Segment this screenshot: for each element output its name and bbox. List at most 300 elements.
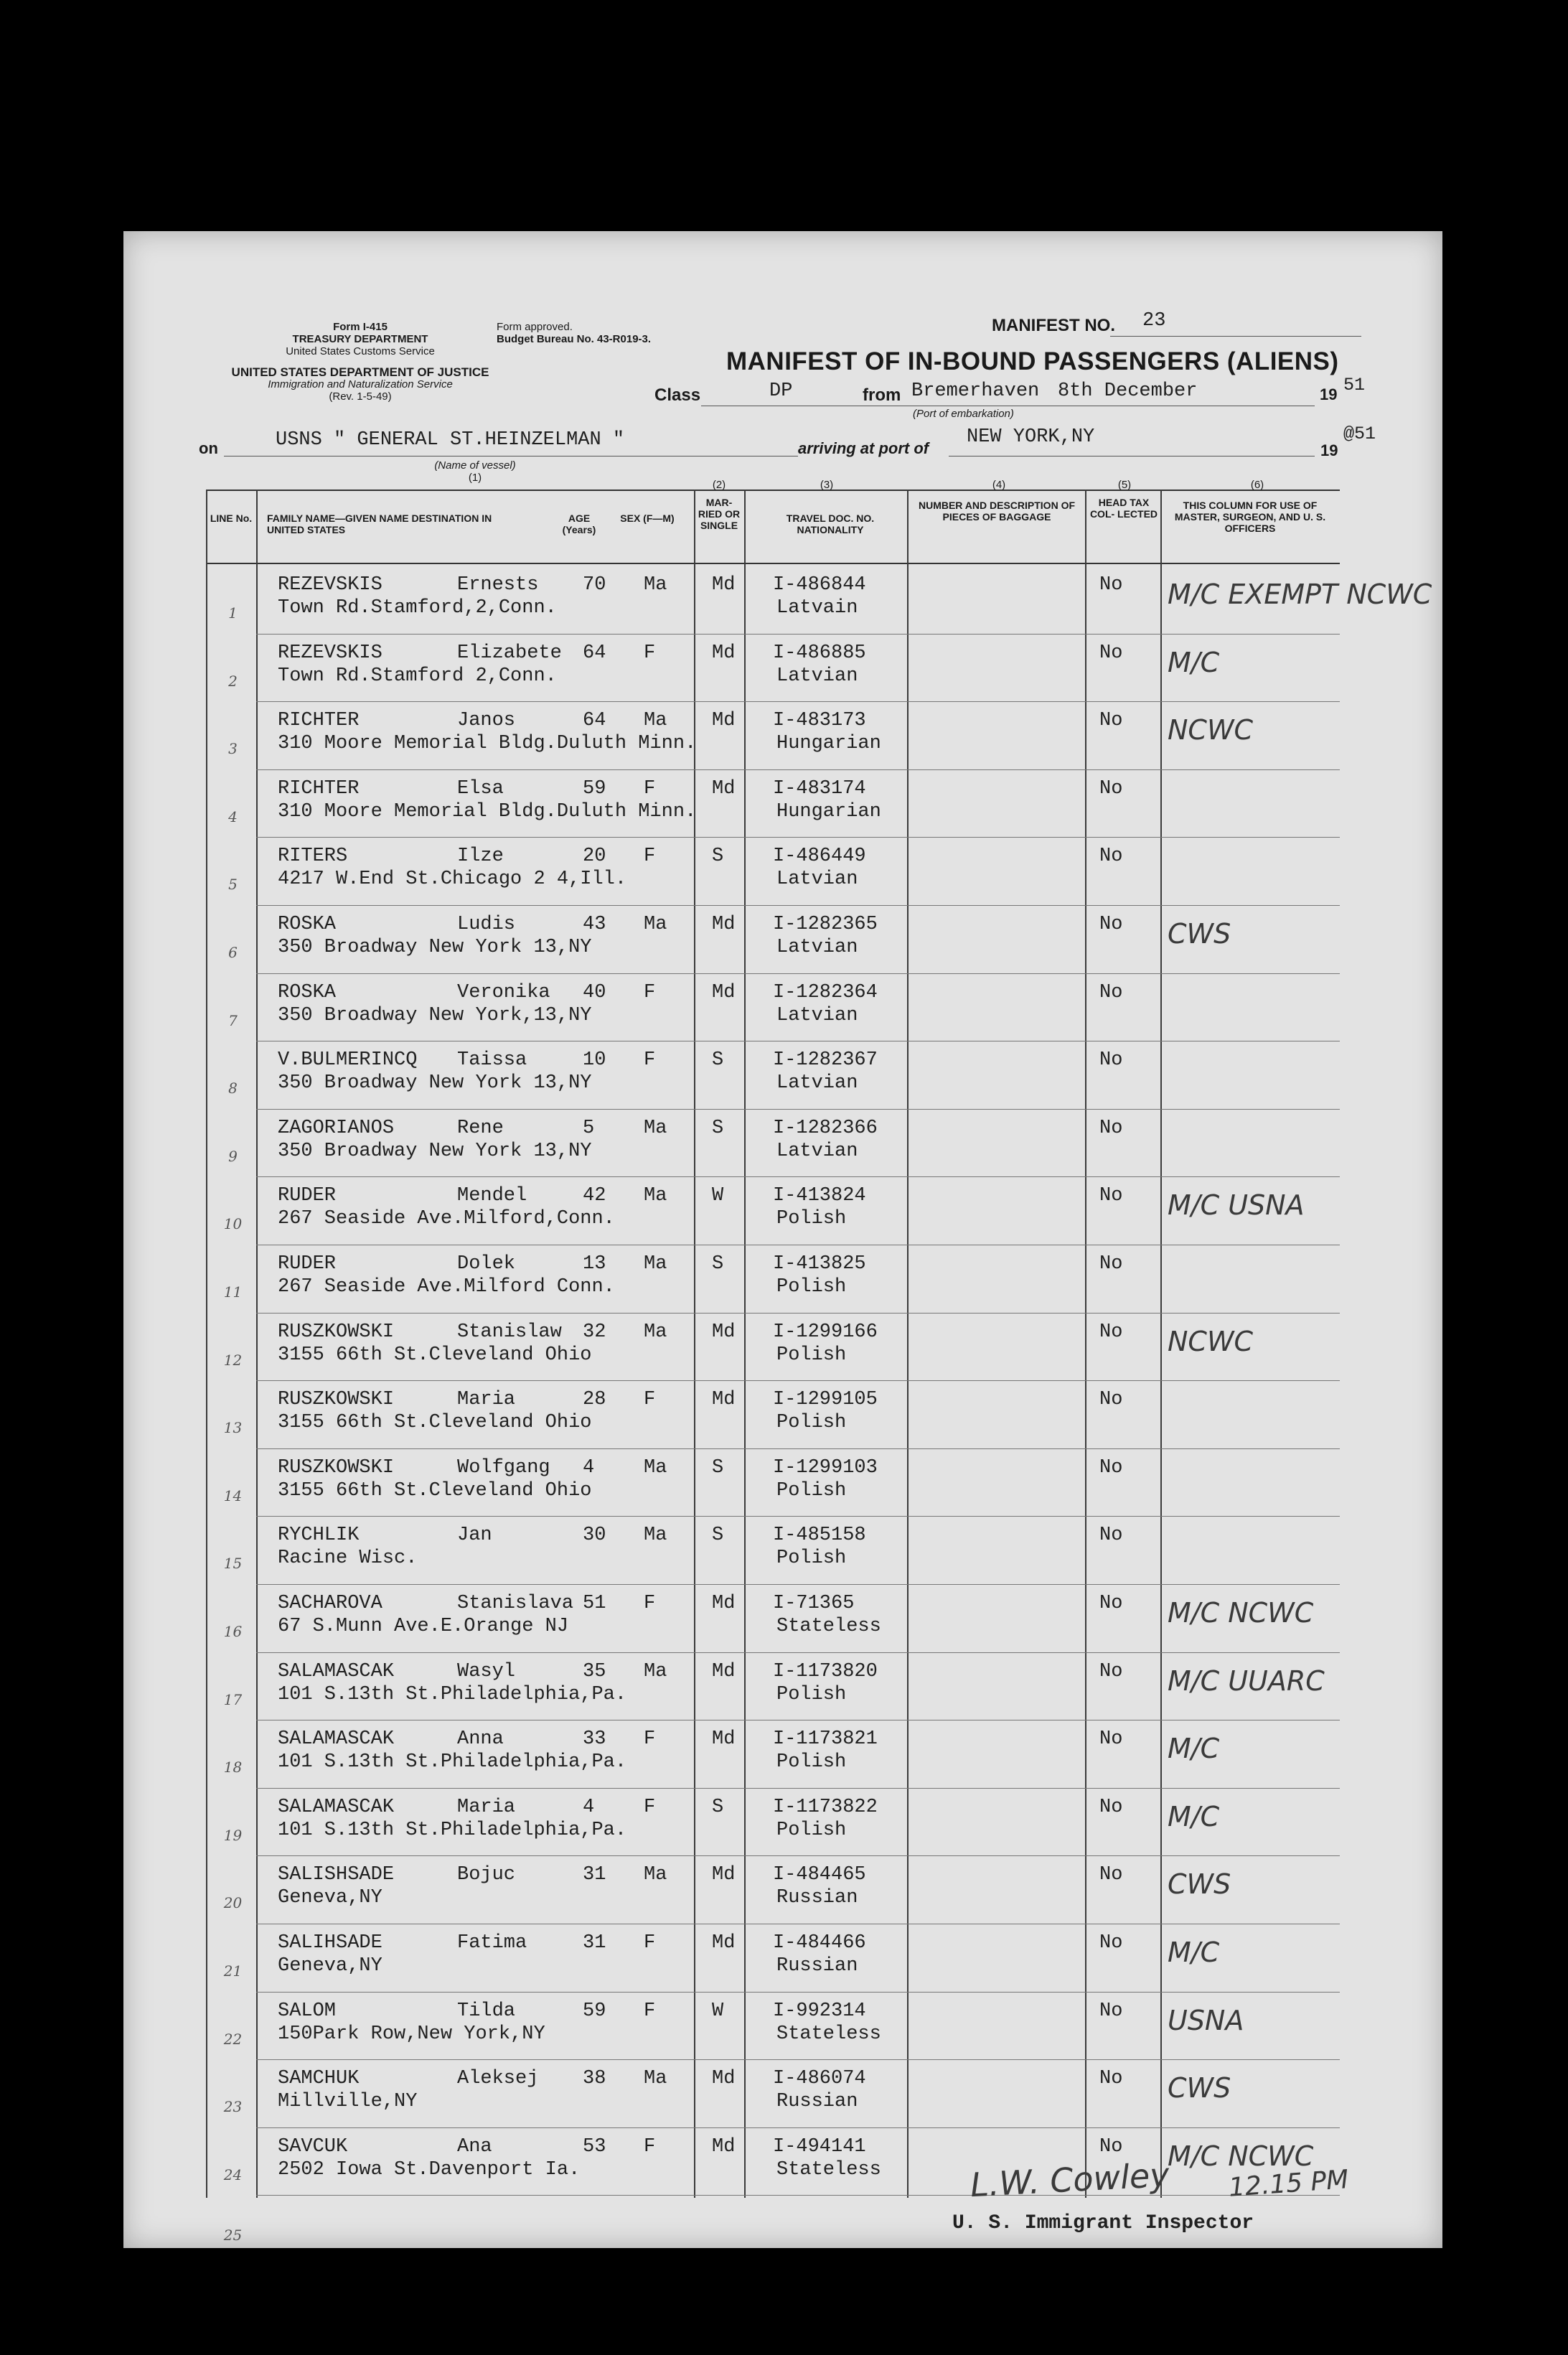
- line-number: 14: [223, 1486, 243, 1504]
- sex: Ma: [644, 1185, 667, 1207]
- head-tax: No: [1099, 574, 1123, 596]
- given-name: Mendel: [457, 1185, 527, 1207]
- given-name: Ilze: [457, 846, 504, 868]
- travel-doc-no: I-486449: [773, 846, 866, 868]
- nationality: Polish: [776, 1683, 847, 1705]
- marital-status: Md: [712, 981, 736, 1003]
- travel-doc-no: I-1282365: [773, 914, 878, 935]
- nationality: Polish: [776, 1208, 847, 1230]
- family-name: RITERS: [278, 846, 348, 868]
- head-tax: No: [1099, 2135, 1123, 2158]
- given-name: Fatima: [457, 1932, 527, 1954]
- nationality: Polish: [776, 1276, 847, 1298]
- on-label: on: [199, 439, 218, 457]
- head-tax: No: [1099, 2068, 1123, 2090]
- marital-status: S: [712, 1117, 724, 1139]
- given-name: Dolek: [457, 1253, 516, 1275]
- col2-number: (2): [712, 479, 726, 491]
- age: 20: [583, 846, 606, 868]
- head-tax: No: [1099, 1864, 1123, 1886]
- age: 30: [583, 1525, 606, 1547]
- table-row: [123, 840, 1250, 908]
- nationality: Latvian: [776, 665, 858, 687]
- table-row: [123, 1926, 1250, 1995]
- travel-doc-no: I-413824: [773, 1185, 866, 1207]
- row-divider: [256, 2059, 1340, 2060]
- destination: 3155 66th St.Cleveland Ohio: [278, 1412, 592, 1434]
- sex: F: [644, 1932, 656, 1954]
- sex: F: [644, 2135, 656, 2158]
- sex: F: [644, 1049, 656, 1072]
- family-name: SALOM: [278, 2000, 337, 2022]
- vessel-name: USNS " GENERAL ST.HEINZELMAN ": [276, 429, 625, 451]
- marital-status: Md: [712, 1321, 736, 1343]
- nationality: Russian: [776, 2091, 858, 2113]
- sex: F: [644, 981, 656, 1003]
- col-sex: SEX (F—M): [620, 512, 675, 524]
- nationality: Stateless: [776, 2158, 881, 2181]
- family-name: REZEVSKIS: [278, 642, 382, 664]
- marital-status: Md: [712, 710, 736, 732]
- travel-doc-no: I-494141: [773, 2135, 866, 2158]
- class-value: DP: [769, 380, 793, 402]
- row-divider: [256, 1109, 1340, 1110]
- form-revision: (Rev. 1-5-49): [329, 390, 392, 403]
- row-divider: [256, 769, 1340, 770]
- travel-doc-no: I-1299166: [773, 1321, 878, 1343]
- table-row: [123, 1044, 1250, 1112]
- sex: Ma: [644, 1456, 667, 1479]
- age: 38: [583, 2068, 606, 2090]
- col5-number: (5): [1117, 479, 1132, 491]
- col3-number: (3): [820, 479, 834, 491]
- line-number: 16: [223, 1623, 243, 1640]
- nationality: Latvain: [776, 597, 858, 619]
- arrival-port: NEW YORK,NY: [967, 426, 1095, 448]
- age: 13: [583, 1253, 606, 1275]
- row-divider: [256, 1313, 1340, 1314]
- family-name: SALIHSADE: [278, 1932, 382, 1954]
- marital-status: Md: [712, 1389, 736, 1411]
- destination: 267 Seaside Ave.Milford Conn.: [278, 1276, 615, 1298]
- travel-doc-no: I-485158: [773, 1525, 866, 1547]
- marital-status: S: [712, 846, 724, 868]
- officer-note: M/C: [1168, 1733, 1220, 1765]
- head-tax: No: [1099, 1728, 1123, 1751]
- destination: Millville,NY: [278, 2091, 418, 2113]
- line-number: 4: [228, 807, 238, 825]
- table-row: [123, 1791, 1250, 1859]
- sex: Ma: [644, 2068, 667, 2090]
- travel-doc-no: I-1173822: [773, 1796, 878, 1818]
- family-name: RUDER: [278, 1185, 337, 1207]
- nationality: Stateless: [776, 2023, 881, 2045]
- marital-status: Md: [712, 777, 736, 800]
- sex: Ma: [644, 1117, 667, 1139]
- destination: Geneva,NY: [278, 1887, 382, 1909]
- line-number: 3: [228, 740, 238, 758]
- family-name: RICHTER: [278, 710, 360, 732]
- budget-bureau: Budget Bureau No. 43-R019-3.: [497, 333, 652, 345]
- destination: 101 S.13th St.Philadelphia,Pa.: [278, 1751, 627, 1774]
- given-name: Wolfgang: [457, 1456, 550, 1479]
- age: 31: [583, 1932, 606, 1954]
- officer-note: CWS: [1168, 2072, 1231, 2104]
- head-tax: No: [1099, 1321, 1123, 1343]
- nationality: Russian: [776, 1955, 858, 1977]
- nationality: Latvian: [776, 1004, 858, 1026]
- head-tax: No: [1099, 1389, 1123, 1411]
- age: 43: [583, 914, 606, 935]
- col-baggage: NUMBER AND DESCRIPTION OF PIECES OF BAGGAGE: [918, 500, 1076, 523]
- age: 33: [583, 1728, 606, 1751]
- family-name: ROSKA: [278, 914, 337, 935]
- row-divider: [256, 1584, 1340, 1585]
- family-name: SALAMASCAK: [278, 1660, 395, 1682]
- row-divider: [256, 973, 1340, 974]
- travel-doc-no: I-1299105: [773, 1389, 878, 1411]
- treasury-department: TREASURY DEPARTMENT: [292, 333, 428, 345]
- line-number: 17: [223, 1690, 243, 1708]
- marital-status: Md: [712, 1864, 736, 1886]
- family-name: SAMCHUK: [278, 2068, 360, 2090]
- officer-note: M/C UUARC: [1168, 1665, 1325, 1697]
- destination: 350 Broadway New York 13,NY: [278, 1072, 592, 1095]
- col-officers: THIS COLUMN FOR USE OF MASTER, SURGEON, AND U. S. OFFICERS: [1174, 500, 1326, 534]
- destination: 350 Broadway New York 13,NY: [278, 937, 592, 958]
- head-tax: No: [1099, 1593, 1123, 1614]
- row-divider: [256, 837, 1340, 838]
- destination: 350 Broadway New York,13,NY: [278, 1004, 592, 1026]
- line-number: 8: [228, 1080, 238, 1097]
- age: 10: [583, 1049, 606, 1072]
- destination: Town Rd.Stamford 2,Conn.: [278, 665, 557, 687]
- sex: F: [644, 1593, 656, 1614]
- line-number: 6: [228, 944, 238, 961]
- officer-note: NCWC: [1168, 1325, 1254, 1357]
- destination: 350 Broadway New York 13,NY: [278, 1140, 592, 1162]
- given-name: Ana: [457, 2135, 492, 2158]
- nationality: Russian: [776, 1887, 858, 1909]
- destination: 3155 66th St.Cleveland Ohio: [278, 1344, 592, 1366]
- table-row: [123, 772, 1250, 841]
- age: 4: [583, 1456, 595, 1479]
- line-number: 20: [223, 1894, 243, 1912]
- given-name: Elsa: [457, 777, 504, 800]
- line-number: 21: [223, 1962, 243, 1980]
- family-name: RUSZKOWSKI: [278, 1321, 395, 1343]
- table-row: [123, 976, 1250, 1044]
- arriving-label: arriving at port of: [798, 439, 929, 457]
- age: 32: [583, 1321, 606, 1343]
- manifest-no-value: 23: [1142, 310, 1166, 332]
- head-tax: No: [1099, 1456, 1123, 1479]
- line-number: 24: [223, 2166, 243, 2183]
- nationality: Polish: [776, 1344, 847, 1366]
- travel-doc-no: I-486844: [773, 574, 866, 596]
- line-number: 18: [223, 1759, 243, 1776]
- row-divider: [256, 1380, 1340, 1381]
- travel-doc-no: I-486074: [773, 2068, 866, 2090]
- age: 31: [583, 1864, 606, 1886]
- manifest-sheet: [123, 231, 1442, 2248]
- line-number: 22: [223, 2030, 243, 2048]
- col-name: FAMILY NAME—GIVEN NAME DESTINATION IN UNITED STATES: [267, 512, 492, 535]
- head-tax: No: [1099, 1117, 1123, 1139]
- sex: Ma: [644, 1660, 667, 1682]
- line-number: 10: [223, 1215, 243, 1233]
- nationality: Polish: [776, 1819, 847, 1841]
- head-tax: No: [1099, 1253, 1123, 1275]
- destination: 2502 Iowa St.Davenport Ia.: [278, 2158, 581, 2181]
- marital-status: Md: [712, 2135, 736, 2158]
- table-row: [123, 1451, 1250, 1520]
- nationality: Polish: [776, 1548, 847, 1570]
- officer-note: M/C: [1168, 1937, 1220, 1968]
- destination: 267 Seaside Ave.Milford,Conn.: [278, 1208, 615, 1230]
- marital-status: Md: [712, 642, 736, 664]
- travel-doc-no: I-1282366: [773, 1117, 878, 1139]
- year-prefix: 19: [1320, 385, 1338, 403]
- marital-status: S: [712, 1049, 724, 1072]
- line-number: 11: [223, 1283, 243, 1301]
- manifest-no-label: MANIFEST NO.: [992, 316, 1115, 335]
- destination: 3155 66th St.Cleveland Ohio: [278, 1479, 592, 1502]
- nationality: Polish: [776, 1412, 847, 1434]
- port-embarkation: Bremerhaven: [911, 380, 1040, 402]
- table-row: [123, 2062, 1250, 2130]
- justice-department: UNITED STATES DEPARTMENT OF JUSTICE: [231, 365, 489, 379]
- age: 53: [583, 2135, 606, 2158]
- officer-note: CWS: [1168, 918, 1231, 950]
- family-name: SACHAROVA: [278, 1593, 382, 1614]
- given-name: Taissa: [457, 1049, 527, 1072]
- travel-doc-no: I-484465: [773, 1864, 866, 1886]
- row-divider: [256, 1516, 1340, 1517]
- family-name: SAVCUK: [278, 2135, 348, 2158]
- marital-status: S: [712, 1456, 724, 1479]
- given-name: Veronika: [457, 981, 550, 1003]
- year-value: 51: [1343, 375, 1366, 395]
- travel-doc-no: I-1173821: [773, 1728, 878, 1751]
- head-tax: No: [1099, 981, 1123, 1003]
- officer-note: M/C EXEMPT NCWC: [1168, 579, 1432, 610]
- row-divider: [256, 2195, 1340, 2196]
- age: 59: [583, 777, 606, 800]
- nationality: Latvian: [776, 937, 858, 958]
- ins-service: Immigration and Naturalization Service: [268, 378, 453, 390]
- age: 70: [583, 574, 606, 596]
- head-tax: No: [1099, 846, 1123, 868]
- officer-note: NCWC: [1168, 714, 1254, 746]
- travel-doc-no: I-1282367: [773, 1049, 878, 1072]
- col-travel-doc: TRAVEL DOC. NO. NATIONALITY: [786, 512, 875, 535]
- row-divider: [256, 1652, 1340, 1653]
- head-tax: No: [1099, 642, 1123, 664]
- head-tax: No: [1099, 777, 1123, 800]
- given-name: Jan: [457, 1525, 492, 1547]
- travel-doc-no: I-483173: [773, 710, 866, 732]
- age: 59: [583, 2000, 606, 2022]
- family-name: SALISHSADE: [278, 1864, 395, 1886]
- table-row: [123, 1587, 1314, 1655]
- officer-note: CWS: [1168, 1868, 1231, 1901]
- row-divider: [256, 634, 1340, 635]
- marital-status: Md: [712, 1932, 736, 1954]
- line-number: 7: [228, 1011, 238, 1029]
- line-number-25: 25: [223, 2227, 243, 2244]
- destination: 310 Moore Memorial Bldg.Duluth Minn.: [278, 733, 697, 755]
- travel-doc-no: I-1282364: [773, 981, 878, 1003]
- head-tax: No: [1099, 710, 1123, 732]
- marital-status: Md: [712, 1660, 736, 1682]
- sex: Ma: [644, 1525, 667, 1547]
- sex: F: [644, 1728, 656, 1751]
- head-tax: No: [1099, 1660, 1123, 1682]
- given-name: Ludis: [457, 914, 516, 935]
- sex: F: [644, 846, 656, 868]
- line-number: 9: [228, 1147, 238, 1165]
- table-row: [123, 1858, 1250, 1926]
- family-name: ROSKA: [278, 981, 337, 1003]
- family-name: RUSZKOWSKI: [278, 1456, 395, 1479]
- given-name: Tilda: [457, 2000, 516, 2022]
- row-divider: [256, 1992, 1340, 1993]
- age: 40: [583, 981, 606, 1003]
- marital-status: S: [712, 1796, 724, 1818]
- nationality: Polish: [776, 1751, 847, 1774]
- given-name: Maria: [457, 1796, 516, 1818]
- table-row: [123, 1519, 1250, 1587]
- destination: Geneva,NY: [278, 1955, 382, 1977]
- officer-note: M/C: [1168, 646, 1220, 678]
- line-number: 5: [228, 876, 238, 894]
- given-name: Aleksej: [457, 2068, 539, 2090]
- sex: Ma: [644, 914, 667, 935]
- row-divider: [256, 1855, 1340, 1856]
- sex: Ma: [644, 574, 667, 596]
- col4-number: (4): [992, 479, 1006, 491]
- sex: F: [644, 2000, 656, 2022]
- row-divider: [256, 1448, 1340, 1449]
- sex: F: [644, 1389, 656, 1411]
- destination: 101 S.13th St.Philadelphia,Pa.: [278, 1683, 627, 1705]
- form-number: Form I-415: [333, 321, 388, 333]
- travel-doc-no: I-484466: [773, 1932, 866, 1954]
- table-row: [123, 1723, 1250, 1791]
- nationality: Polish: [776, 1479, 847, 1502]
- head-tax: No: [1099, 1796, 1123, 1818]
- given-name: Bojuc: [457, 1864, 516, 1886]
- row-divider: [256, 2127, 1340, 2128]
- line-number: 15: [223, 1555, 243, 1573]
- marital-status: W: [712, 1185, 724, 1207]
- destination: 150Park Row,New York,NY: [278, 2023, 545, 2045]
- marital-status: Md: [712, 2068, 736, 2090]
- destination: Town Rd.Stamford,2,Conn.: [278, 597, 557, 619]
- table-row: [123, 1112, 1250, 1180]
- travel-doc-no: I-71365: [773, 1593, 855, 1614]
- family-name: V.BULMERINCQ: [278, 1049, 418, 1072]
- age: 64: [583, 642, 606, 664]
- travel-doc-no: I-413825: [773, 1253, 866, 1275]
- vessel-caption: (Name of vessel): [434, 459, 516, 472]
- table-row: [123, 704, 1254, 772]
- marital-status: Md: [712, 914, 736, 935]
- departure-date: 8th December: [1058, 380, 1198, 402]
- col-head-tax: HEAD TAX COL- LECTED: [1089, 497, 1158, 520]
- marital-status: W: [712, 2000, 724, 2022]
- year2-value: @51: [1343, 423, 1376, 444]
- nationality: Latvian: [776, 1140, 858, 1162]
- col6-number: (6): [1250, 479, 1264, 491]
- head-tax: No: [1099, 914, 1123, 935]
- sex: F: [644, 1796, 656, 1818]
- head-tax: No: [1099, 2000, 1123, 2022]
- officer-note: M/C NCWC: [1168, 1597, 1314, 1629]
- head-tax: No: [1099, 1049, 1123, 1072]
- inspector-signature: L.W. Cowley: [969, 2155, 1170, 2205]
- family-name: RUDER: [278, 1253, 337, 1275]
- given-name: Ernests: [457, 574, 539, 596]
- sex: F: [644, 642, 656, 664]
- family-name: REZEVSKIS: [278, 574, 382, 596]
- age: 28: [583, 1389, 606, 1411]
- given-name: Stanislava: [457, 1593, 574, 1614]
- row-divider: [256, 701, 1340, 702]
- age: 42: [583, 1185, 606, 1207]
- col-line-no: LINE No.: [210, 512, 253, 524]
- given-name: Anna: [457, 1728, 504, 1751]
- age: 5: [583, 1117, 595, 1139]
- destination: 101 S.13th St.Philadelphia,Pa.: [278, 1819, 627, 1841]
- given-name: Rene: [457, 1117, 504, 1139]
- line-number: 2: [228, 672, 238, 690]
- from-label: from: [863, 385, 901, 405]
- marital-status: S: [712, 1253, 724, 1275]
- table-row: [123, 1179, 1305, 1247]
- given-name: Maria: [457, 1389, 516, 1411]
- marital-status: Md: [712, 1728, 736, 1751]
- family-name: SALAMASCAK: [278, 1728, 395, 1751]
- sex: Ma: [644, 710, 667, 732]
- travel-doc-no: I-486885: [773, 642, 866, 664]
- destination: 67 S.Munn Ave.E.Orange NJ: [278, 1616, 569, 1637]
- sex: Ma: [644, 1864, 667, 1886]
- head-tax: No: [1099, 1932, 1123, 1954]
- nationality: Hungarian: [776, 800, 881, 823]
- manifest-title: MANIFEST OF IN-BOUND PASSENGERS (ALIENS): [726, 347, 1339, 375]
- table-row: [123, 1655, 1325, 1723]
- nationality: Latvian: [776, 1072, 858, 1095]
- year2-prefix: 19: [1320, 441, 1338, 459]
- table-row: [123, 1383, 1250, 1451]
- sex: Ma: [644, 1253, 667, 1275]
- given-name: Wasyl: [457, 1660, 516, 1682]
- destination: Racine Wisc.: [278, 1548, 418, 1570]
- marital-status: Md: [712, 1593, 736, 1614]
- table-row: [123, 1995, 1250, 2063]
- port-embarkation-caption: (Port of embarkation): [913, 408, 1014, 420]
- family-name: RYCHLIK: [278, 1525, 360, 1547]
- officer-note: USNA: [1168, 2004, 1244, 2036]
- travel-doc-no: I-1173820: [773, 1660, 878, 1682]
- given-name: Elizabete: [457, 642, 562, 664]
- table-row: [123, 908, 1250, 976]
- col1-number: (1): [468, 472, 482, 484]
- line-number: 12: [223, 1351, 243, 1369]
- family-name: RICHTER: [278, 777, 360, 800]
